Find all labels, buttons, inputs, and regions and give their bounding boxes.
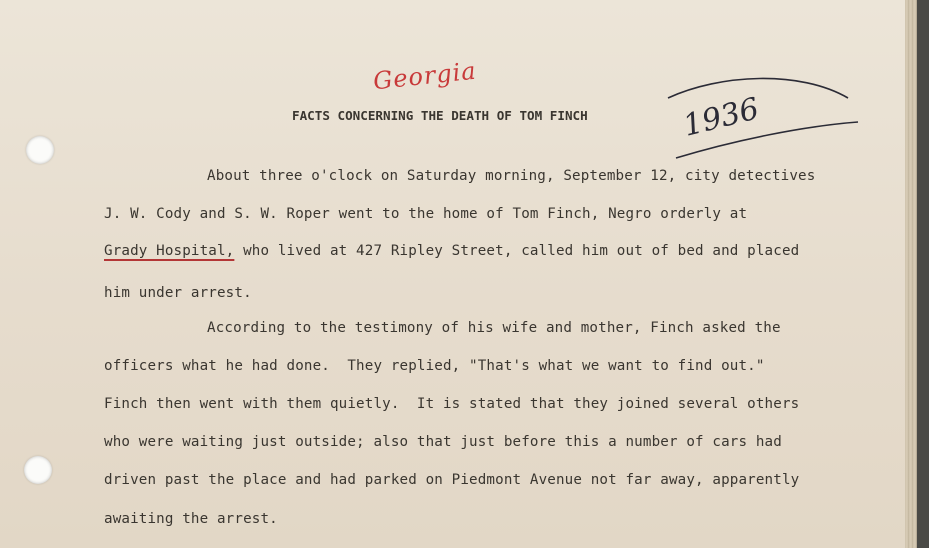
grady-hospital-underlined: Grady Hospital, xyxy=(104,243,235,259)
paragraph-2-line-4: who were waiting just outside; also that just before this a number of cars had xyxy=(104,434,782,450)
paragraph-2-line-6: awaiting the arrest. xyxy=(104,511,278,527)
paragraph-1-line-4: him under arrest. xyxy=(104,285,252,301)
handwritten-year-annotation: 1936 xyxy=(679,91,763,144)
paragraph-2-line-1: According to the testimony of his wife and mother, Finch asked the xyxy=(207,320,781,336)
paragraph-1-line-3 xyxy=(104,243,799,259)
handwritten-state-annotation: Georgia xyxy=(371,56,478,96)
paragraph-2-line-2: officers what he had done. They replied, "That's what we want to find out." xyxy=(104,358,765,374)
paragraph-2-line-5: driven past the place and had parked on Piedmont Avenue not far away, apparently xyxy=(104,472,800,488)
paragraph-1-line-1: About three o'clock on Saturday morning, September 12, city detectives xyxy=(207,168,816,184)
paragraph-2-line-3: Finch then went with them quietly. It is stated that they joined several others xyxy=(104,396,800,412)
document-title: FACTS CONCERNING THE DEATH OF TOM FINCH xyxy=(292,108,588,123)
paragraph-1-line-3-rest: who lived at 427 Ripley Street, called him out of bed and placed xyxy=(234,243,800,259)
paragraph-1-line-2: J. W. Cody and S. W. Roper went to the home of Tom Finch, Negro orderly at xyxy=(104,206,748,222)
